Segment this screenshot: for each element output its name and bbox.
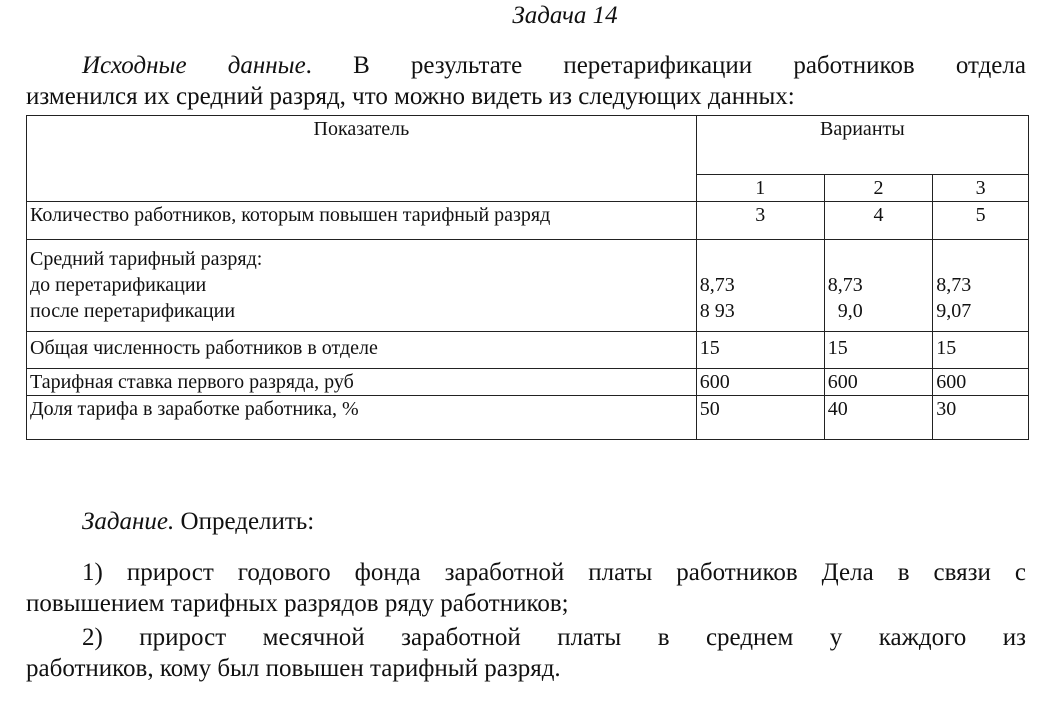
avg-grade-before-label: до перетарификации: [30, 274, 207, 296]
avg-grade-before-v2: 8,73: [827, 274, 863, 296]
intro-line-1: [26, 50, 1026, 81]
avg-grade-after-v1: 8 93: [699, 300, 735, 322]
row-label-avg-grade: [27, 240, 697, 332]
intro-paragraph: [26, 50, 1026, 112]
table-row: [27, 396, 1029, 440]
total-staff-v3: 15: [933, 332, 1029, 369]
task-heading: [26, 506, 1026, 537]
avg-grade-v2: [824, 240, 932, 332]
first-grade-rate-v3: 600: [933, 369, 1029, 396]
header-indicator: Показатель: [27, 116, 697, 202]
avg-grade-label: Средний тарифный разряд:: [30, 248, 263, 270]
total-staff-v1: 15: [696, 332, 824, 369]
promoted-count-v1: 3: [696, 202, 824, 240]
task-item-2-line-1: 2) прирост месячной заработной платы в среднем у каждого из: [82, 624, 1026, 651]
avg-grade-after-v2: 9,0: [837, 300, 863, 322]
task-item-2-line-2: работников, кому был повышен тарифный разряд.: [26, 655, 561, 682]
task-item-2: [26, 622, 1026, 684]
tariff-share-v2: 40: [824, 396, 932, 440]
task-lead-rest: Определить:: [174, 508, 315, 535]
first-grade-rate-v2: 600: [824, 369, 932, 396]
source-data-table: [26, 115, 1029, 440]
task-title: Задача 14: [512, 2, 618, 29]
table-row: [27, 369, 1029, 396]
task-item-1-line-1: 1) прирост годового фонда заработной платы работников Дела в связи с: [82, 559, 1026, 586]
task-lead: Задание.: [82, 508, 175, 535]
avg-grade-after-v3: 9,07: [936, 300, 972, 322]
intro-line-1-text: . В результате перетарификации работников отдела: [305, 52, 1026, 79]
total-staff-v2: 15: [824, 332, 932, 369]
row-label-total-staff: Общая численность работников в отделе: [27, 332, 697, 369]
avg-grade-before-v1: 8,73: [699, 274, 735, 296]
tariff-share-v1: 50: [696, 396, 824, 440]
tariff-share-v3: 30: [933, 396, 1029, 440]
table-header-row: [27, 116, 1029, 175]
row-label-promoted-count: Количество работников, которым повышен тарифный разряд: [27, 202, 697, 240]
intro-lead: Исходные данные: [82, 52, 306, 79]
table-row: [27, 240, 1029, 332]
table-row: [27, 202, 1029, 240]
variant-number-3: 3: [933, 175, 1029, 202]
avg-grade-v1: [696, 240, 824, 332]
row-label-tariff-share: Доля тарифа в заработке работника, %: [27, 396, 697, 440]
avg-grade-v3: [933, 240, 1029, 332]
table-row: [27, 332, 1029, 369]
variant-number-1: 1: [696, 175, 824, 202]
variant-number-2: 2: [824, 175, 932, 202]
promoted-count-v2: 4: [824, 202, 932, 240]
task-item-1-line-2: повышением тарифных разрядов ряду работников;: [26, 590, 569, 617]
avg-grade-after-label: после перетарификации: [30, 300, 236, 322]
promoted-count-v3: 5: [933, 202, 1029, 240]
row-label-first-grade-rate: Тарифная ставка первого разряда, руб: [27, 369, 697, 396]
first-grade-rate-v1: 600: [696, 369, 824, 396]
task-item-1: [26, 557, 1026, 619]
avg-grade-before-v3: 8,73: [936, 274, 972, 296]
header-variants: Варианты: [696, 116, 1028, 175]
intro-line-2: изменился их средний разряд, что можно видеть из следующих данных:: [26, 83, 795, 110]
